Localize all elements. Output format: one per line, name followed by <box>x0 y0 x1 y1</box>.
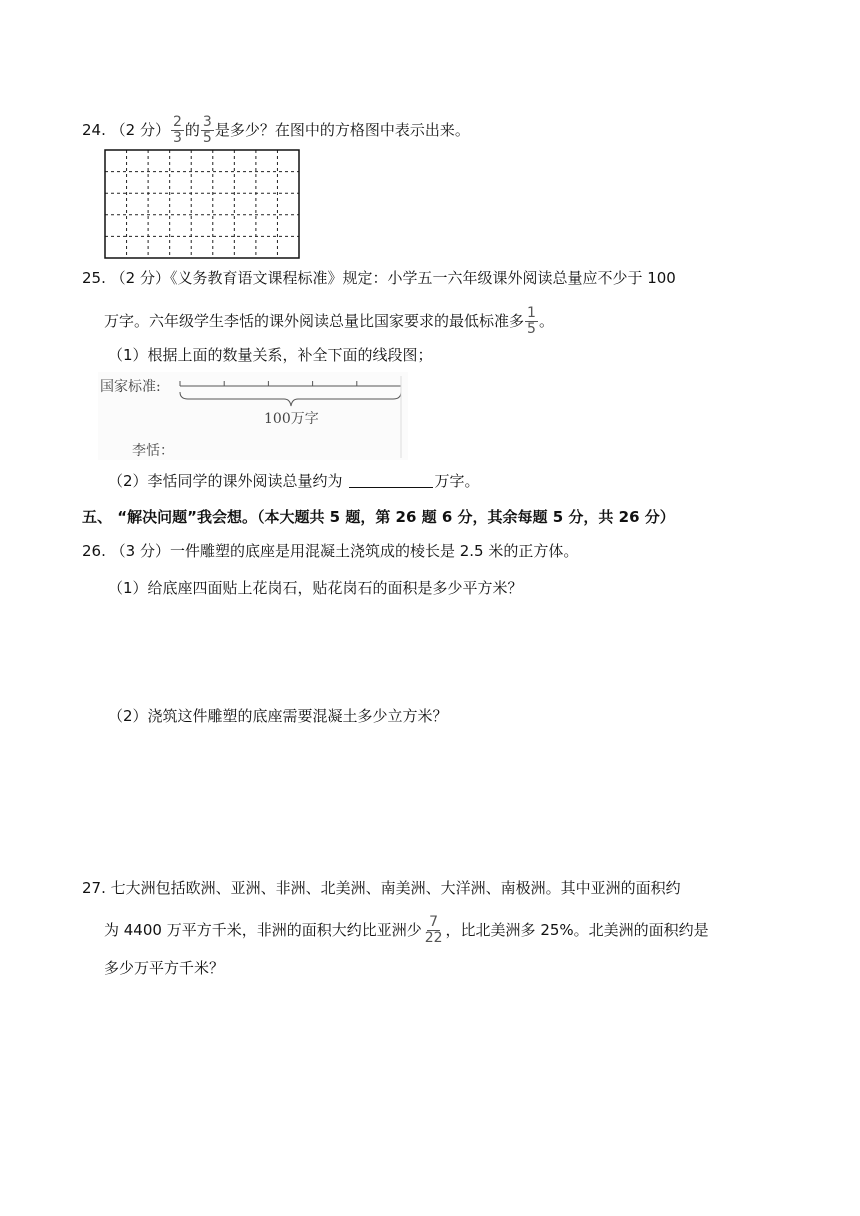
q25-line1: 25. （2 分）《义务教育语文课程标准》规定：小学五一六年级课外阅读总量应不少于 100 <box>82 269 676 287</box>
q26-text: 26. （3 分）一件雕塑的底座是用混凝土浇筑成的棱长是 2.5 米的正方体。 <box>82 542 579 560</box>
q27-line3: 多少万平方千米？ <box>104 959 225 977</box>
label-litian: 李恬： <box>132 443 174 459</box>
q27-number: 27. <box>82 879 106 897</box>
q27-line2: 为 4400 万平方千米，非洲的面积大约比亚洲少 $\frac{7}{22}$ ，比北美洲多 25%。北美洲的面积约是 <box>104 914 709 946</box>
q25-diagram <box>98 372 408 460</box>
q24-score: （2 分） <box>110 121 170 139</box>
q25-sub1: （1）根据上面的数量关系，补全下面的线段图； <box>108 346 433 364</box>
q25-fraction: $\frac{1}{5}$ <box>527 305 536 337</box>
q27-fraction: $\frac{7}{22}$ <box>424 914 443 946</box>
grid-border <box>105 150 299 258</box>
q24-number: 24. <box>82 121 106 139</box>
q24-fraction-2: $\frac{3}{5}$ <box>202 114 212 146</box>
q26-sub2: （2）浇筑这件雕塑的底座需要混凝土多少立方米？ <box>108 707 448 725</box>
label-total: 100万字 <box>264 411 319 427</box>
q25-sub2: （2）李恬同学的课外阅读总量约为 万字。 <box>108 472 480 490</box>
answer-blank[interactable] <box>349 471 433 488</box>
q24-grid <box>103 148 301 260</box>
q27-line1: 27. 七大洲包括欧洲、亚洲、非洲、北美洲、南美洲、大洋洲、南极洲。其中亚洲的面积约 <box>82 879 681 897</box>
label-standard: 国家标准: <box>100 379 161 395</box>
brace <box>180 392 401 406</box>
q24-fraction-1: $\frac{2}{3}$ <box>172 114 182 146</box>
q26-number: 26. <box>82 542 106 560</box>
section5-title: 五、 “解决问题”我会想。（本大题共 5 题，第 26 题 6 分，其余每题 5 分，共 26 分） <box>82 508 675 526</box>
q26-sub1: （1）给底座四面贴上花岗石，贴花岗石的面积是多少平方米？ <box>108 579 523 597</box>
q25-number: 25. <box>82 269 106 287</box>
q24-text: 24. （2 分） $\frac{2}{3}$ 的 $\frac{3}{5}$ 是多少？在图中的方格图中表示出来。 <box>82 114 470 146</box>
q25-line2: 万字。六年级学生李恬的课外阅读总量比国家要求的最低标准多 $\frac{1}{5}$ 。 <box>104 305 554 337</box>
